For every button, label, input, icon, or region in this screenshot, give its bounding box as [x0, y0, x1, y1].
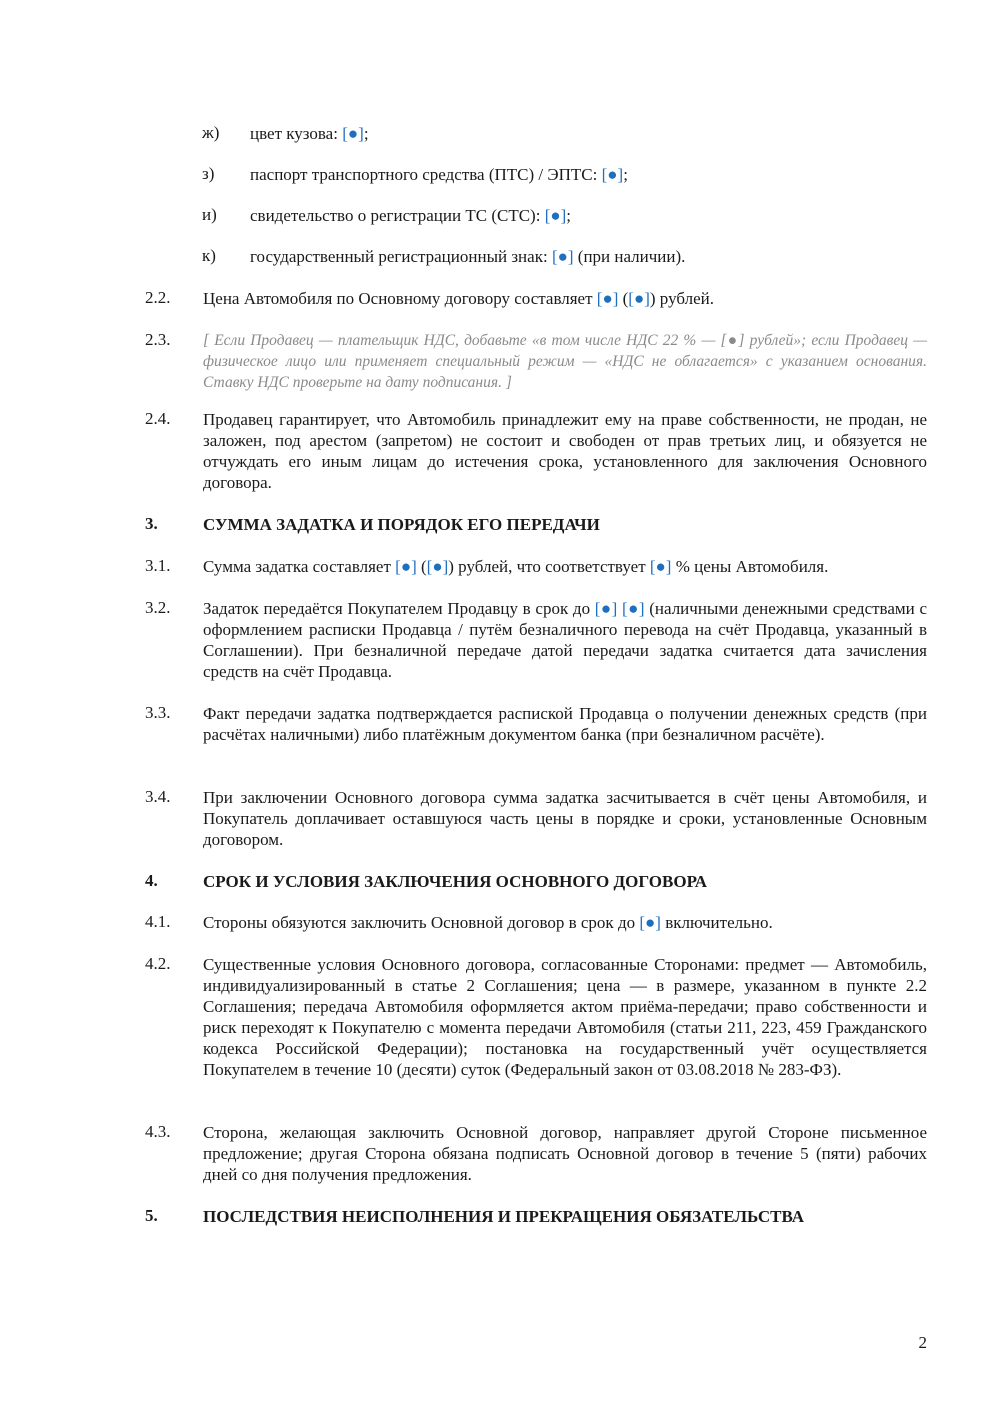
clause-text-part: (наличными денежными средствами с оформлением расписки Продавца / путём безналичного перевода на счёт Продавца, указанный в Соглашении). При безналичной передаче датой передачи задатка считается дата зачисления средств на счёт Продавца.	[203, 599, 928, 681]
item-text	[250, 205, 927, 226]
placeholder-marker: [●]	[622, 599, 645, 618]
clause-number: 3.2.	[145, 598, 171, 617]
clause-number: 2.4.	[145, 409, 171, 428]
placeholder-marker: [●]	[342, 124, 364, 143]
item-letter: и)	[202, 205, 217, 224]
item-text-part: свидетельство о регистрации ТС (СТС):	[250, 206, 545, 225]
item-text	[250, 164, 927, 185]
item-text-part: ;	[566, 206, 572, 225]
item-text-part: государственный регистрационный знак:	[250, 247, 552, 266]
placeholder-marker: [●]	[628, 289, 650, 308]
placeholder-marker: [●]	[426, 557, 449, 576]
clause-text-part: включительно.	[660, 913, 773, 932]
item-text-part: (при наличии).	[573, 247, 686, 266]
clause-text	[203, 598, 927, 682]
item-text	[250, 123, 927, 144]
clause-text-part: ) рублей.	[649, 289, 714, 308]
placeholder-marker: [●]	[649, 557, 672, 576]
clause-number: 3.3.	[145, 703, 171, 722]
clause-text: При заключении Основного договора сумма задатка засчитывается в счёт цены Автомобиля, и Покупатель доплачивает оставшуюся часть цены в порядке и сроки, установленные Основным договором.	[203, 788, 927, 849]
placeholder-marker: [●]	[594, 599, 618, 618]
clause-number: 4.2.	[145, 954, 171, 973]
section-number: 3.	[145, 514, 158, 533]
clause-number: 4.1.	[145, 912, 171, 931]
clause-text: Сторона, желающая заключить Основной договор, направляет другой Стороне письменное предложение; другая Сторона обязана подписать Основной договор в течение 5 (пяти) рабочих дней со дня получения предложения.	[203, 1123, 927, 1184]
placeholder-marker: [●]	[639, 913, 661, 932]
clause-text-part: % цены Автомобиля.	[671, 557, 829, 576]
clause-text: Существенные условия Основного договора, согласованные Сторонами: предмет — Автомобиль, индивидуализированный в статье 2 Соглашения; цена — в размере, указанном в пункте 2.2 Соглашения; передача Автомобиля оформляется актом приёма-передачи; право собственности и риск переходят к Покупателю с момента передачи Автомобиля (статьи 211, 223, 459 Гражданского кодекса Российской Федерации); постановка на государственный учёт осуществляется Покупателем в течение 10 (десяти) суток (Федеральный закон от 03.08.2018 № 283-ФЗ).	[203, 955, 927, 1079]
item-letter: з)	[202, 164, 215, 183]
placeholder-marker: [●]	[551, 247, 574, 266]
item-text-part: ;	[363, 124, 369, 143]
item-text	[250, 246, 927, 267]
clause-text-part: ) рублей, что соответствует	[448, 557, 650, 576]
clause-text-part: Стороны обязуются заключить Основной договор в срок до	[203, 913, 640, 932]
item-letter: ж)	[202, 123, 220, 142]
placeholder-marker: [●]	[596, 289, 619, 308]
item-text-part: цвет кузова:	[250, 124, 343, 143]
clause-text: Факт передачи задатка подтверждается распиской Продавца о получении денежных средств (при расчётах наличными) либо платёжным документом банка (при безналичном расчёте).	[203, 704, 927, 744]
clause-text	[203, 556, 927, 577]
section-title: СУММА ЗАДАТКА И ПОРЯДОК ЕГО ПЕРЕДАЧИ	[203, 515, 600, 534]
clause-text-part: Цена Автомобиля по Основному договору составляет	[203, 289, 597, 308]
item-text-part: паспорт транспортного средства (ПТС) / ЭПТС:	[250, 165, 602, 184]
clause-text	[203, 288, 927, 309]
clause-number: 2.2.	[145, 288, 171, 307]
item-text-part: ;	[623, 165, 628, 184]
clause-text-part: (	[416, 557, 427, 576]
clause-number: 2.3.	[145, 330, 171, 349]
editor-note: [ Если Продавец — плательщик НДС, добавьте «в том числе НДС 22 % — [●] рублей»; если Продавец — физическое лицо или применяет специальный режим — «НДС не облагается» с указанием основания. Ставку НДС проверьте на дату подписания. ]	[203, 332, 927, 391]
placeholder-marker: [●]	[601, 165, 624, 184]
clause-number: 3.4.	[145, 787, 171, 806]
placeholder-marker: [●]	[544, 206, 567, 225]
clause-text-part: Задаток передаётся Покупателем Продавцу в срок до	[203, 599, 595, 618]
section-title: ПОСЛЕДСТВИЯ НЕИСПОЛНЕНИЯ И ПРЕКРАЩЕНИЯ ОБЯЗАТЕЛЬСТВА	[203, 1207, 805, 1226]
clause-text-part: (	[618, 289, 629, 308]
clause-text-part: Сумма задатка составляет	[203, 557, 396, 576]
section-title: СРОК И УСЛОВИЯ ЗАКЛЮЧЕНИЯ ОСНОВНОГО ДОГОВОРА	[203, 872, 708, 891]
clause-number: 4.3.	[145, 1122, 171, 1141]
item-letter: к)	[202, 246, 216, 265]
clause-text	[203, 912, 927, 933]
placeholder-marker: [●]	[395, 557, 417, 576]
section-number: 5.	[145, 1206, 158, 1225]
clause-text: Продавец гарантирует, что Автомобиль принадлежит ему на праве собственности, не продан, не заложен, под арестом (запретом) не состоит и свободен от прав третьих лиц, и обязуется не отчуждать его иным лицам до истечения срока, установленного для заключения Основного договора.	[203, 410, 927, 492]
clause-number: 3.1.	[145, 556, 171, 575]
page-number: 2	[918, 1333, 927, 1352]
section-number: 4.	[145, 871, 158, 890]
